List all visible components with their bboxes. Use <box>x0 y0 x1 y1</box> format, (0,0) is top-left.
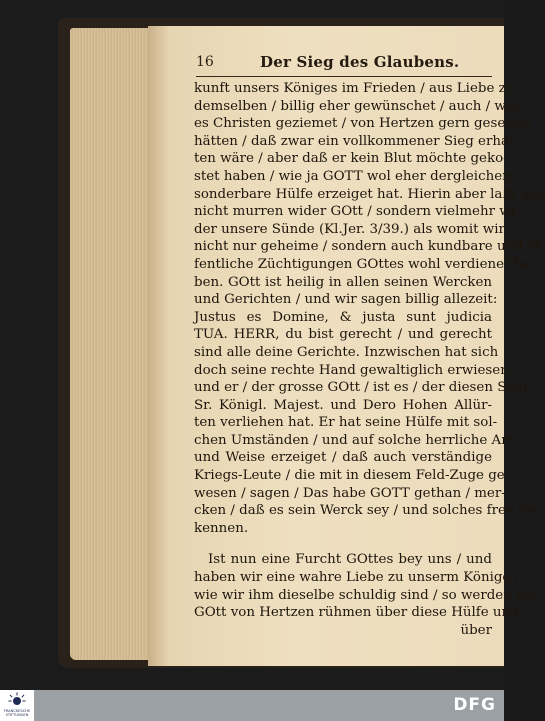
text-line: der unsere Sünde (Kl.Jer. 3/39.) als womit wir <box>194 221 505 237</box>
text-line: hätten / daß zwar ein vollkommener Sieg erhal- <box>194 133 518 149</box>
text-line: und Weise erzeiget / daß auch verständige <box>194 450 492 466</box>
text-line: Justus es Domine, & justa sunt judicia <box>194 309 492 325</box>
text-line: und Gerichten / und wir sagen billig allezeit: <box>194 292 498 308</box>
page-number: 16 <box>196 54 214 70</box>
dfg-logo[interactable]: DFG <box>453 695 496 715</box>
text-line: haben wir eine wahre Liebe zu unserm Könige / <box>194 570 520 586</box>
logo-text: FRANCKESCHE STIFTUNGEN <box>3 709 31 717</box>
running-head: Der Sieg des Glaubens. <box>260 53 460 71</box>
text-line: chen Umständen / und auf solche herrliche Art <box>194 432 514 448</box>
text-line: ten verliehen hat. Er hat seine Hülfe mit sol- <box>194 415 498 431</box>
text-line: doch seine rechte Hand gewaltiglich erwiesen / <box>194 362 518 378</box>
institution-logo[interactable] <box>0 690 34 721</box>
text-line: kunft unsers Königes im Frieden / aus Liebe zu <box>194 81 515 96</box>
text-line: wesen / sagen / Das habe GOTT gethan / mer- <box>194 485 506 501</box>
page-header <box>196 52 494 74</box>
catchword: über <box>460 622 492 638</box>
text-line: kennen. <box>194 520 249 536</box>
text-line: nicht nur geheime / sondern auch kundbare und öf- <box>194 239 545 255</box>
page-edges <box>70 28 154 660</box>
text-line: cken / daß es sein Werck sey / und solches frey be- <box>194 503 539 519</box>
text-line: sonderbare Hülfe erzeiget hat. Hierin aber laßt uns <box>194 186 545 202</box>
text-line: es Christen geziemet / von Hertzen gern gesehen <box>194 116 531 132</box>
text-line: GOtt von Hertzen rühmen über diese Hülfe und <box>194 605 519 621</box>
text-line: fentliche Züchtigungen GOttes wohl verdienet ha- <box>194 256 535 272</box>
text-line: stet haben / wie ja GOTT wol eher dergleichen <box>194 168 511 184</box>
text-line: Ist nun eine Furcht GOttes bey uns / und <box>208 552 492 568</box>
sun-logo-icon <box>8 692 26 706</box>
text-line: und er / der grosse GOtt / ist es / der diesen Sieg <box>194 380 528 396</box>
paragraph-gap <box>194 537 492 551</box>
page-text <box>194 80 545 639</box>
header-rule <box>196 76 492 77</box>
text-line: Kriegs-Leute / die mit in diesem Feld-Zuge ge- <box>194 468 510 484</box>
text-line: sind alle deine Gerichte. Inzwischen hat sich <box>194 344 499 360</box>
text-line: ten wäre / aber daß er kein Blut möchte geko- <box>194 151 508 167</box>
text-line: ben. GOtt ist heilig in allen seinen Wercken <box>194 274 492 290</box>
text-line: demselben / billig eher gewünschet / auch / wie <box>194 98 519 114</box>
text-line: wie wir ihm dieselbe schuldig sind / so werden wir <box>194 587 539 603</box>
text-line: TUA. HERR, du bist gerecht / und gerecht <box>194 327 492 343</box>
text-line: nicht murren wider GOtt / sondern vielmehr wi- <box>194 204 520 220</box>
text-line: Sr. Königl. Majest. und Dero Hohen Allür- <box>194 397 492 413</box>
footer-bar <box>0 690 504 721</box>
